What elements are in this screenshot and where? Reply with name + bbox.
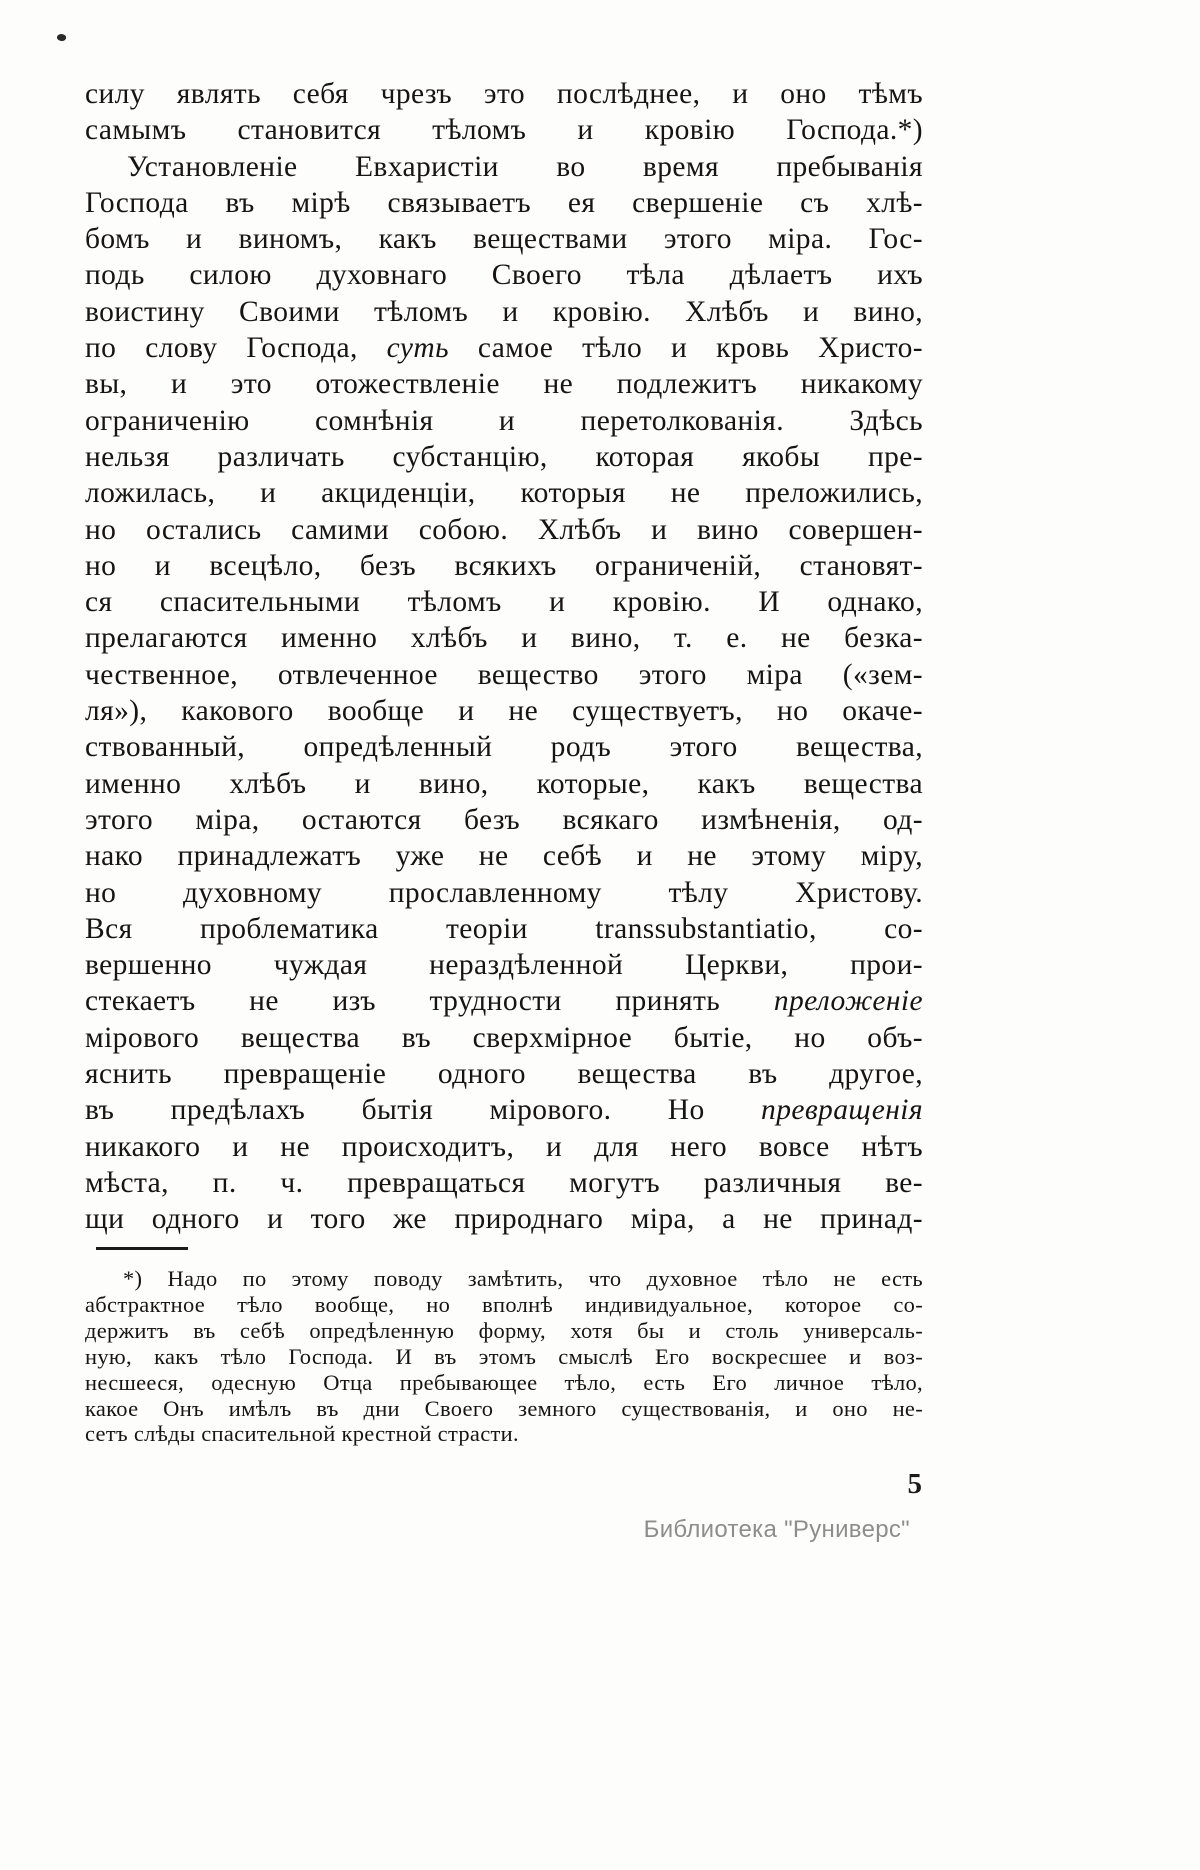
text-line: *) Надо по этому поводу замѣтить, что духовное тѣло не есть <box>123 1266 923 1291</box>
text-line: абстрактное тѣло вообще, но вполнѣ индивидуальное, которое со- <box>85 1291 923 1317</box>
text-line: Вся проблематика теоріи transsubstantiatio, со- <box>85 912 923 945</box>
text-line: нельзя различать субстанцію, которая якобы пре- <box>85 440 923 473</box>
footnote-text <box>85 1266 923 1447</box>
text-line: силу являть себя чрезъ это послѣднее, и оно тѣмъ <box>85 78 923 110</box>
body-text <box>85 76 923 1238</box>
text-line: именно хлѣбъ и вино, которые, какъ вещества <box>85 767 923 800</box>
text-line: чественное, отвлеченное вещество этого міра («зем- <box>85 658 923 691</box>
page-number: 5 <box>907 1468 922 1500</box>
text-line: щи одного и того же природнаго міра, а не принад- <box>85 1203 923 1236</box>
text-line: стекаетъ не изъ трудности принять преложеніе <box>85 985 923 1018</box>
text-line: Господа въ мірѣ связываетъ ея свершеніе съ хлѣ- <box>85 186 923 219</box>
text-line: но и всецѣло, безъ всякихъ ограниченій, становят- <box>85 549 923 582</box>
text-line: мірового вещества въ сверхмірное бытіе, но объ- <box>85 1021 923 1054</box>
text-line: несшееся, одесную Отца пребывающее тѣло, есть Его личное тѣло, <box>85 1369 923 1395</box>
text-line: воистину Своими тѣломъ и кровію. Хлѣбъ и вино, <box>85 295 923 328</box>
text-line: нако принадлежатъ уже не себѣ и не этому міру, <box>85 840 923 873</box>
text-line: ную, какъ тѣло Господа. И въ этомъ смыслѣ Его воскресшее и воз- <box>85 1343 923 1369</box>
text-line: ограниченію сомнѣнія и перетолкованія. Здѣсь <box>85 404 923 437</box>
italic-text: превращенія <box>761 1094 923 1127</box>
text-line: яснить превращеніе одного вещества въ другое, <box>85 1058 923 1091</box>
text-line: вы, и это отожествленіе не подлежитъ никакому <box>85 368 923 401</box>
text-line: ложилась, и акциденціи, которыя не преложились, <box>85 477 923 510</box>
text-line: никакого и не происходитъ, и для него вовсе нѣтъ <box>85 1130 923 1163</box>
library-watermark: Библиотека "Руниверс" <box>643 1516 910 1543</box>
text-line: сетъ слѣды спасительной крестной страсти. <box>85 1421 519 1447</box>
text-line: Установленіе Евхаристіи во время пребыванія <box>127 150 923 183</box>
text-line: но духовному прославленному тѣлу Христову. <box>85 876 923 909</box>
text-line: подь силою духовнаго Своего тѣла дѣлаетъ ихъ <box>85 259 923 292</box>
scan-artifact-speck <box>56 33 67 42</box>
text-line: прелагаются именно хлѣбъ и вино, т. е. не безка- <box>85 622 923 655</box>
text-line: этого міра, остаются безъ всякаго измѣненія, од- <box>85 803 923 836</box>
text-line: держитъ въ себѣ опредѣленную форму, хотя бы и столь универсаль- <box>85 1317 923 1343</box>
text-line: какое Онъ имѣлъ въ дни Своего земного существованія, и оно не- <box>85 1395 923 1421</box>
text-line: по слову Господа, суть самое тѣло и кровь Христо- <box>85 332 923 365</box>
footnote-separator <box>96 1247 188 1250</box>
text-line: ся спасительными тѣломъ и кровію. И однако, <box>85 586 923 619</box>
text-line: въ предѣлахъ бытія мірового. Но превращенія <box>85 1094 923 1127</box>
italic-text: суть <box>386 332 449 365</box>
italic-text: преложеніе <box>773 985 923 1018</box>
text-line: ля»), какового вообще и не существуетъ, но окаче- <box>85 695 923 728</box>
text-line: бомъ и виномъ, какъ веществами этого міра. Гос- <box>85 223 923 256</box>
text-line: но остались самими собою. Хлѣбъ и вино совершен- <box>85 513 923 546</box>
text-line: вершенно чуждая нераздѣленной Церкви, прои- <box>85 949 923 982</box>
text-line: ствованный, опредѣленный родъ этого вещества, <box>85 731 923 764</box>
text-line: мѣста, п. ч. превращаться могутъ различныя ве- <box>85 1166 923 1199</box>
text-line: самымъ становится тѣломъ и кровію Господа.*) <box>85 114 923 147</box>
